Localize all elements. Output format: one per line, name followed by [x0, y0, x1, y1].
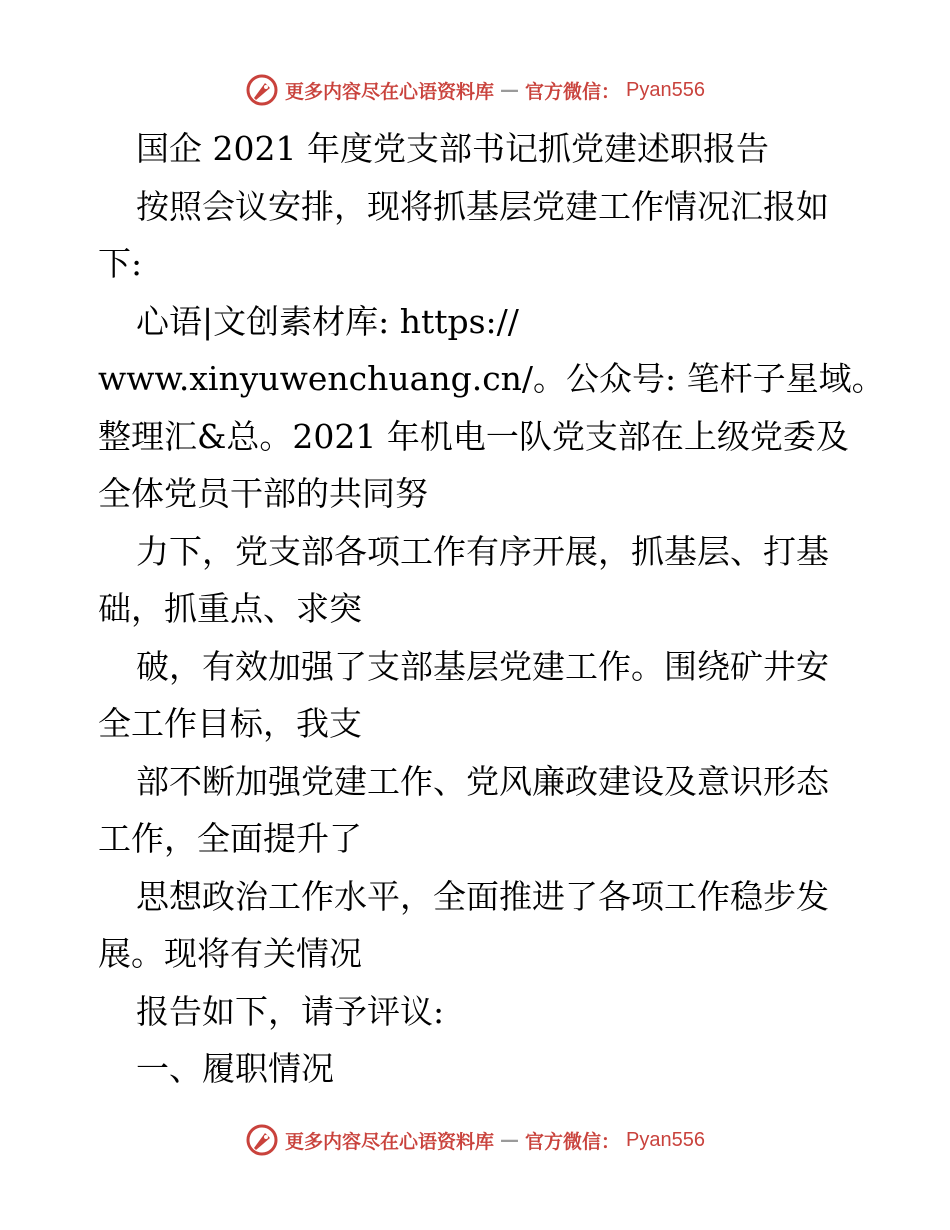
- banner-text: 更多内容尽在心语资料库: [285, 80, 495, 103]
- banner-separator: —: [500, 79, 520, 101]
- pen-nib-logo-icon: [245, 1123, 279, 1157]
- document-title: 国企 2021 年度党支部书记抓党建述职报告: [136, 129, 769, 168]
- paragraph-line: 展。现将有关情况: [98, 934, 362, 973]
- banner-text: 更多内容尽在心语资料库: [285, 1130, 495, 1153]
- paragraph-line: 下:: [98, 244, 143, 283]
- pen-nib-logo-icon: [245, 73, 279, 107]
- document-body: [98, 120, 885, 1098]
- paragraph-line: 全工作目标，我支: [98, 704, 362, 743]
- footer-banner: [0, 1120, 950, 1160]
- banner-wechat-id: Pyan556: [626, 1128, 705, 1151]
- paragraph-line: www.xinyuwenchuang.cn/。公众号: 笔杆子星域。: [98, 359, 885, 398]
- banner-separator: —: [500, 1129, 520, 1151]
- section-heading: 一、履职情况: [136, 1049, 334, 1088]
- header-banner: [0, 70, 950, 110]
- paragraph-line: 础，抓重点、求突: [98, 589, 362, 628]
- paragraph-line: 部不断加强党建工作、党风廉政建设及意识形态: [136, 761, 829, 801]
- paragraph-line: 破，有效加强了支部基层党建工作。围绕矿井安: [136, 646, 829, 686]
- paragraph-line: 工作，全面提升了: [98, 819, 362, 858]
- paragraph-line: 全体党员干部的共同努: [98, 474, 428, 513]
- paragraph-line: 思想政治工作水平，全面推进了各项工作稳步发: [136, 876, 829, 916]
- paragraph-line: 力下，党支部各项工作有序开展，抓基层、打基: [136, 531, 829, 571]
- paragraph-line: 按照会议安排，现将抓基层党建工作情况汇报如: [136, 186, 829, 226]
- banner-wechat-label: 官方微信：: [525, 80, 621, 103]
- paragraph-line: 整理汇&总。2021 年机电一队党支部在上级党委及: [98, 416, 849, 456]
- paragraph-line: 心语|文创素材库: https://: [136, 301, 519, 341]
- banner-wechat-label: 官方微信：: [525, 1130, 621, 1153]
- paragraph-line: 报告如下，请予评议:: [136, 991, 445, 1031]
- banner-wechat-id: Pyan556: [626, 78, 705, 101]
